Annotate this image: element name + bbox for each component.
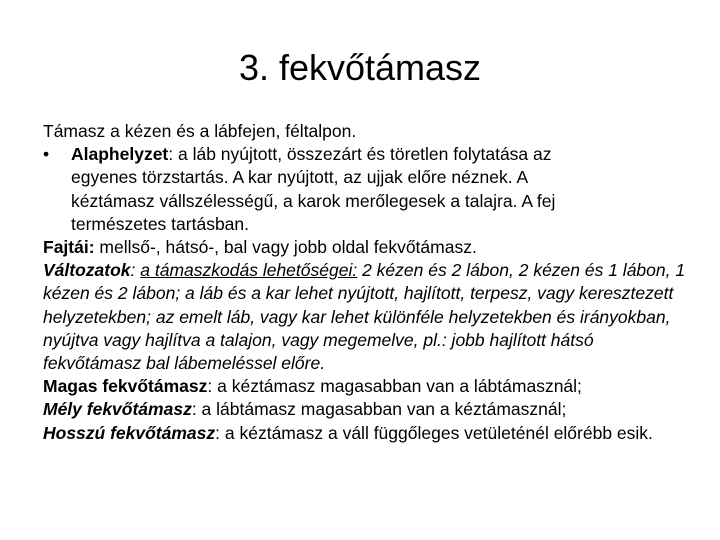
mely-label: Mély fekvőtámasz xyxy=(43,399,192,420)
hosszu-paragraph xyxy=(43,422,693,445)
valtozatok-label: Változatok xyxy=(43,260,131,281)
valtozatok-paragraph xyxy=(43,259,693,375)
slide-title: 3. fekvőtámasz xyxy=(238,47,482,88)
fajtai-label: Fajtái: xyxy=(43,237,95,258)
hosszu-label: Hosszú fekvőtámasz xyxy=(43,422,216,443)
fajtai-paragraph xyxy=(43,236,693,259)
bullet-alaphelyzet xyxy=(43,143,693,236)
magas-text: : a kéztámasz magasabban van a lábtámasznál; xyxy=(207,376,582,397)
mely-text: : a lábtámasz magasabban van a kéztámasznál; xyxy=(191,399,567,420)
valtozatok-underlined: a támaszkodás lehetőségei: xyxy=(140,260,358,281)
alaphelyzet-line-3: kéztámasz vállszélességű, a karok merőlegesek a talajra. A fej xyxy=(71,190,556,211)
intro-text: Támasz a kézen és a lábfejen, féltalpon. xyxy=(43,121,357,141)
slide-body xyxy=(43,120,693,445)
alaphelyzet-label: Alaphelyzet xyxy=(71,144,169,165)
bullet-icon: • xyxy=(43,144,50,165)
valtozatok-colon: : xyxy=(130,260,141,281)
alaphelyzet-line-1: : a láb nyújtott, összezárt és töretlen folytatása az xyxy=(168,144,552,165)
fajtai-text: mellső-, hátsó-, bal vagy jobb oldal fekvőtámasz. xyxy=(94,237,477,258)
magas-label: Magas fekvőtámasz xyxy=(43,376,208,397)
hosszu-text: : a kéztámasz a váll függőleges vetületénél előrébb esik. xyxy=(215,422,653,443)
alaphelyzet-line-2: egyenes törzstartás. A kar nyújtott, az ujjak előre néznek. A xyxy=(71,167,529,188)
mely-paragraph xyxy=(43,398,693,421)
alaphelyzet-line-4: természetes tartásban. xyxy=(71,213,249,234)
valtozatok-text: 2 kézen és 2 lábon, 2 kézen és 1 lábon, 1 kézen és 2 lábon; a láb és a kar lehet nyújtott, hajlított, terpesz, vagy keresztezett helyzetekben; az emelt láb, vagy kar lehet különféle helyzetekben és irányokban, nyújtva vagy hajlítva a talajon, vagy megemelve, pl.: jobb hajlított hátsó fekvőtámasz bal lábemeléssel előre. xyxy=(43,260,686,374)
magas-paragraph xyxy=(43,375,693,398)
